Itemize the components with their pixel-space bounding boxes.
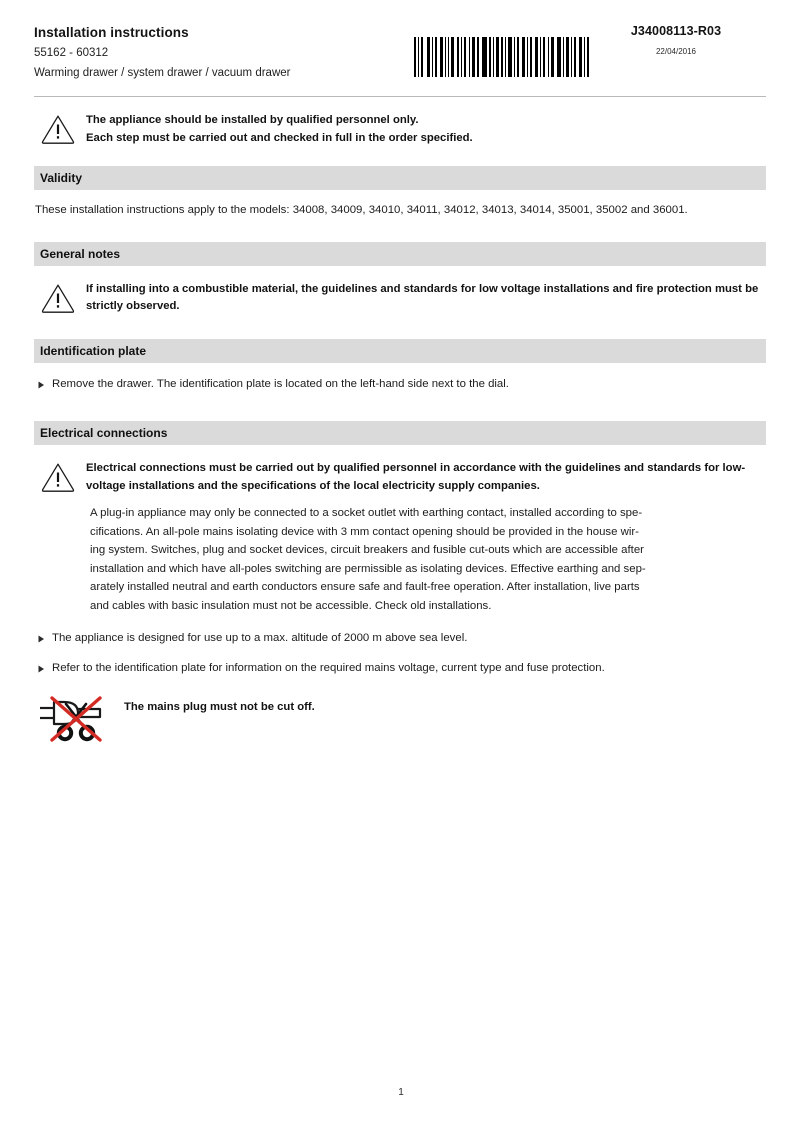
- general-notes-warning-block: [34, 280, 766, 316]
- no-cut-plug-block: [34, 694, 766, 740]
- identification-plate-reference-bullet: Refer to the identification plate for information on the required mains voltage, current type and fuse protection.: [52, 661, 605, 674]
- section-heading-electrical-connections: Electrical connections: [34, 421, 766, 445]
- model-range: 55162 - 60312: [34, 47, 109, 59]
- electrical-paragraph-line: installation and which have all-poles switching are permissible as isolating devices. Effective earthing and sep-: [90, 562, 646, 575]
- section-heading-validity: Validity: [34, 166, 766, 190]
- document-header: [34, 24, 766, 86]
- no-cut-plug-text: The mains plug must not be cut off.: [124, 701, 315, 713]
- page-number: 1: [398, 1087, 404, 1098]
- list-item: [34, 659, 766, 678]
- section-heading-identification-plate: Identification plate: [34, 339, 766, 363]
- electrical-paragraph-line: A plug-in appliance may only be connected to a socket outlet with earthing contact, installed according to spe-: [90, 507, 643, 519]
- electrical-warning-block: [34, 459, 766, 495]
- warning-triangle-icon: [40, 280, 76, 314]
- document-date: 22/04/2016: [655, 47, 697, 56]
- plug-must-not-be-cut-icon: [38, 694, 118, 740]
- header-divider: [34, 96, 766, 97]
- electrical-paragraph-line: arately installed neutral and earth conductors ensure safe and fault-free operation. After installation, live parts: [90, 581, 640, 593]
- bullet-triangle-icon: [34, 629, 52, 643]
- electrical-warning-text: Electrical connections must be carried out by qualified personnel in accordance with the guidelines and standards for low-voltage installations and the specifications of the local electricity supply companies.: [86, 462, 746, 492]
- bullet-triangle-icon: [34, 375, 52, 389]
- warning-triangle-icon: [40, 111, 76, 145]
- top-warning-line-2: Each step must be carried out and checked in full in the order specified.: [86, 131, 473, 144]
- product-types: Warming drawer / system drawer / vacuum drawer: [34, 67, 291, 79]
- altitude-bullet: The appliance is designed for use up to a max. altitude of 2000 m above sea level.: [52, 632, 468, 644]
- list-item: [34, 375, 766, 394]
- document-code-block: [586, 24, 766, 56]
- page-title: Installation instructions: [34, 25, 189, 40]
- electrical-paragraph-line: and cables with basic insulation must not be accessible. Check old installations.: [90, 599, 492, 612]
- top-warning-text: [86, 111, 473, 147]
- general-notes-warning-text: If installing into a combustible material, the guidelines and standards for low voltage installations and fire protection must be strictly observed.: [86, 282, 759, 312]
- top-warning-line-1: The appliance should be installed by qualified personnel only.: [86, 114, 419, 126]
- electrical-paragraph-line: ing system. Switches, plug and socket devices, circuit breakers and fusible cut-outs which are accessible after: [90, 544, 644, 556]
- electrical-paragraph-line: cifications. An all-pole mains isolating device with 3 mm contact opening should be provided in the house wir-: [90, 525, 639, 538]
- electrical-paragraph: [90, 504, 764, 615]
- bullet-triangle-icon: [34, 659, 52, 673]
- list-item: [34, 629, 766, 648]
- validity-text: These installation instructions apply to the models: 34008, 34009, 34010, 34011, 34012, 34013, 34014, 35001, 35002 and 36001.: [35, 204, 688, 216]
- section-heading-general-notes: General notes: [34, 242, 766, 266]
- warning-triangle-icon: [40, 459, 76, 493]
- barcode-icon: [412, 36, 590, 78]
- top-warning-block: [34, 111, 766, 147]
- page-content: [34, 24, 766, 740]
- document-code: J34008113-R03: [630, 24, 722, 38]
- identification-plate-bullet: Remove the drawer. The identification plate is located on the left-hand side next to the dial.: [52, 377, 509, 390]
